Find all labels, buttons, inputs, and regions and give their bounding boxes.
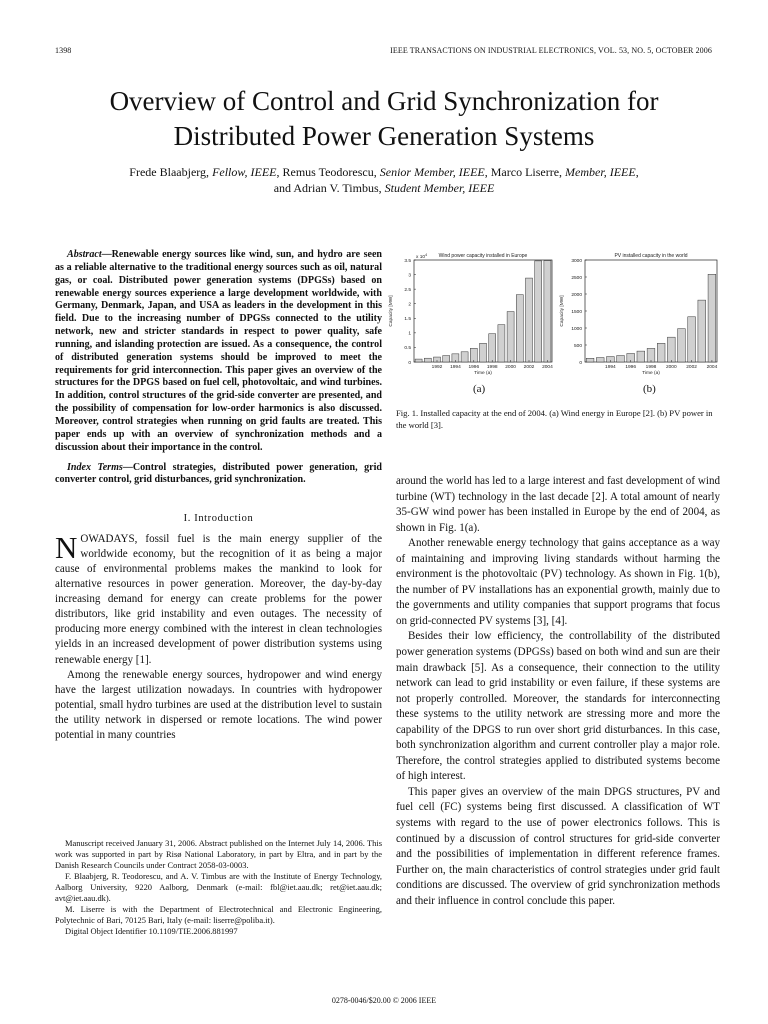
y-axis-label: Capacity [MW] <box>560 295 565 327</box>
x-tick-label: 1998 <box>645 365 657 370</box>
bar-2001 <box>678 329 686 362</box>
bar-2000 <box>667 337 675 362</box>
y-tick-label: 0 <box>408 360 411 366</box>
author-3: , Marco Liserre, <box>484 165 566 179</box>
x-tick-label: 2004 <box>706 365 718 370</box>
bar-1999 <box>498 325 505 362</box>
intro-paragraph-2: Among the renewable energy sources, hydropower and wind energy have the largest utilization nowadays. In countries with hydropower potential, small hydro turbines are used at the distribution level to sustain the utility network in dispersed or remote locations. The wind power potential in many countries <box>55 668 382 741</box>
bar-2003 <box>698 300 706 362</box>
bar-1997 <box>637 351 645 362</box>
page-number: 1398 <box>55 46 72 55</box>
x-tick-label: 2004 <box>542 365 553 370</box>
y-axis-label: Capacity [MW] <box>389 295 394 327</box>
bar-2004 <box>708 274 716 362</box>
right-paragraph-3: Besides their low efficiency, the controllability of the distributed power generation systems (DPGSs) based on both wind and sun are their main drawback [5]. As a consequence, their connection to the utility network can lead to grid instability or even failure, if these systems are not properly controlled. Moreover, the standards for interconnecting these systems to the utility network are stressing more and more the capability of the DPGS to run over short grid disturbances. In this case, both synchronization algorithm and current controller play a major role. Therefore, the control strategies applied to distributed systems become of high interest. <box>396 630 720 783</box>
bar-2003 <box>535 261 542 362</box>
x-tick-label: 1996 <box>625 365 637 370</box>
y-tick-label: 0 <box>579 360 582 366</box>
x-tick-label: 1996 <box>468 365 480 370</box>
paper-title <box>40 84 728 154</box>
author-4-affiliation: Student Member, IEEE <box>384 181 495 195</box>
y-tick-label: 2 <box>408 302 411 308</box>
abstract <box>55 249 382 455</box>
title-line-1: Overview of Control and Grid Synchronization for <box>109 86 659 116</box>
author-1: Frede Blaabjerg, <box>129 165 213 179</box>
figure-1 <box>388 244 728 404</box>
right-paragraph-2: Another renewable energy technology that gains acceptance as a way of maintaining and improving living standards without harming the environment is the photovoltaic (PV) technology. As shown in Fig. 1(b), the number of PV installations has an exponential growth, mainly due to the governments and utility companies that support programs that focus on grid-connected PV systems [3], [4]. <box>396 537 720 627</box>
bar-1997 <box>480 343 487 362</box>
author-2: , Remus Teodorescu, <box>276 165 380 179</box>
chart-title: Wind power capacity installed in Europe <box>438 253 528 259</box>
bar-1999 <box>657 343 665 362</box>
bar-2001 <box>516 295 523 362</box>
author-3-affiliation: Member, IEEE <box>565 165 636 179</box>
footnote-manuscript: Manuscript received January 31, 2006. Abstract published on the Internet July 14, 2006. This work was supported in part by Risø National Laboratory, in part by Eltra, and in part by the Danish Research Councils under Contract 2058-03-0003. <box>55 838 382 870</box>
author-4: and Adrian V. Timbus, <box>273 181 385 195</box>
bar-1995 <box>461 352 468 362</box>
x-tick-label: 1994 <box>450 365 461 370</box>
y-tick-label: 3.5 <box>404 258 411 264</box>
footnotes <box>55 838 382 937</box>
chart-wind-europe <box>388 253 553 376</box>
bar-1993 <box>596 358 604 362</box>
bar-1998 <box>489 334 496 362</box>
chart-title: PV installed capacity in the world <box>614 253 688 259</box>
author-2-affiliation: Senior Member, IEEE <box>379 165 485 179</box>
figure-label-b: (b) <box>643 383 656 395</box>
x-axis-label: Time (a) <box>642 371 660 376</box>
y-tick-label: 0.5 <box>404 346 411 352</box>
figure-label-a: (a) <box>473 383 486 395</box>
y-tick-label: 2000 <box>571 292 582 298</box>
y-tick-label: 1 <box>408 331 411 337</box>
bar-1992 <box>586 358 594 362</box>
y-tick-label: 1500 <box>571 309 582 315</box>
x-tick-label: 2002 <box>523 365 535 370</box>
author-list <box>60 164 708 196</box>
footnote-author-bari: M. Liserre is with the Department of Electrotechnical and Electronic Engineering, Polytechnic of Bari, 70125 Bari, Italy (e-mail: liserre@poliba.it). <box>55 904 382 925</box>
footnote-doi: Digital Object Identifier 10.1109/TIE.2006.881997 <box>65 926 238 936</box>
footnote-authors-aau: F. Blaabjerg, R. Teodorescu, and A. V. Timbus are with the Institute of Energy Technology, Aalborg University, 9220 Aalborg, Denmark (e-mail: fbl@iet.aau.dk; ret@iet.aau.dk; avt@iet.aau.dk). <box>55 871 382 903</box>
bar-1996 <box>470 348 477 362</box>
journal-header: IEEE TRANSACTIONS ON INDUSTRIAL ELECTRONICS, VOL. 53, NO. 5, OCTOBER 2006 <box>390 46 712 55</box>
y-exponent-label: x $10^4$ <box>416 253 428 260</box>
bar-1993 <box>443 356 450 362</box>
copyright-footer: 0278-0046/$20.00 © 2006 IEEE <box>331 996 437 1005</box>
title-line-2: Distributed Power Generation Systems <box>173 121 595 151</box>
x-tick-label: 1992 <box>431 365 443 370</box>
y-tick-label: 3 <box>408 273 411 279</box>
section-heading-introduction: I. Introduction <box>183 513 254 525</box>
drop-cap: N <box>55 529 78 565</box>
chart-pv-world <box>559 253 718 376</box>
left-column <box>55 249 382 743</box>
right-paragraph-1: around the world has led to a large interest and fast development of wind turbine (WT) technology in the last decade [2]. A total amount of nearly 35-GW wind power has been installed in Europe by the end of 2004, as shown in Fig. 1(a). <box>396 475 720 534</box>
bar-2002 <box>688 317 696 362</box>
x-tick-label: 1994 <box>605 365 616 370</box>
bar-1991 <box>424 358 431 362</box>
right-paragraph-4: This paper gives an overview of the main DPGS structures, PV and fuel cell (FC) systems being first discussed. A classification of WT systems with regard to the use of power electronics follows. This is continued by a discussion of control structures for grid-side converter and the possibilities of implementation in different reference frames. Further on, the main characteristics of control strategies under grid fault conditions are discussed. The overview of grid synchronization methods and their influence in control conclude this paper. <box>396 785 720 907</box>
author-1-affiliation: Fellow, IEEE <box>212 165 277 179</box>
index-terms <box>55 462 382 488</box>
index-terms-label: Index Terms <box>67 461 123 473</box>
y-tick-label: 3000 <box>571 258 582 264</box>
x-tick-label: 2002 <box>686 365 697 370</box>
intro-paragraph-1 <box>55 529 382 668</box>
bar-1990 <box>415 359 422 362</box>
plot-frame <box>585 260 717 362</box>
y-tick-label: 2500 <box>571 275 582 281</box>
y-tick-label: 1000 <box>571 326 582 332</box>
abstract-label: Abstract <box>67 249 102 260</box>
abstract-text: —Renewable energy sources like wind, sun, and hydro are seen as a reliable alternative to the traditional energy sources such as oil, natural gas, or coal. Distributed power generation systems (DPGSs) based on renewable energy sources experience a large development worldwide, with Germany, Denmark, Japan, and USA as leaders in the development in this field. Due to the increasing number of DPGSs connected to the utility network, new and stricter standards in respect to power quality, safe running, and islanding protection are issued. As a consequence, the control of distributed generation systems should be improved to meet the requirements for grid interconnection. This paper gives an overview of the structures for the DPGS based on fuel cell, photovoltaic, and wind turbines. In addition, control structures of the grid-side converter are presented, and the possibility of compensation for low-order harmonics is also discussed. Moreover, control strategies when running on grid faults are treated. This paper ends up with an overview of synchronization methods and a discussion about their importance in the control. <box>55 249 382 453</box>
x-axis-label: Time (a) <box>474 371 492 376</box>
bar-2000 <box>507 312 514 362</box>
author-separator: , <box>635 165 639 179</box>
x-tick-label: 2000 <box>665 365 677 370</box>
bar-1995 <box>617 356 625 362</box>
bar-1998 <box>647 348 655 362</box>
y-tick-label: 2.5 <box>404 287 411 293</box>
x-tick-label: 1998 <box>486 365 498 370</box>
intro-paragraph-1-text: OWADAYS, fossil fuel is the main energy supplier of the worldwide economy, but the recognition of it as being a major cause of environmental problems makes the mankind to look for alternative resources in power generation. Moreover, the day-by-day increasing demand for energy can create problems for the power distributors, like grid instability and even outages. The necessity of producing more energy combined with the interest in clean technologies yields in an increased development of power distribution systems using renewable energy [1]. <box>55 532 382 666</box>
right-column <box>396 474 720 909</box>
bar-2002 <box>526 278 533 362</box>
bar-2004 <box>544 261 551 362</box>
x-tick-label: 2000 <box>505 365 516 370</box>
index-terms-text: —Control strategies, distributed power generation, grid converter control, grid disturbances, grid synchronization. <box>55 461 382 486</box>
figure-caption: Fig. 1. Installed capacity at the end of 2004. (a) Wind energy in Europe [2]. (b) PV power in the world [3]. <box>396 408 713 430</box>
y-tick-label: 500 <box>573 343 582 349</box>
y-tick-label: 1.5 <box>404 317 411 323</box>
